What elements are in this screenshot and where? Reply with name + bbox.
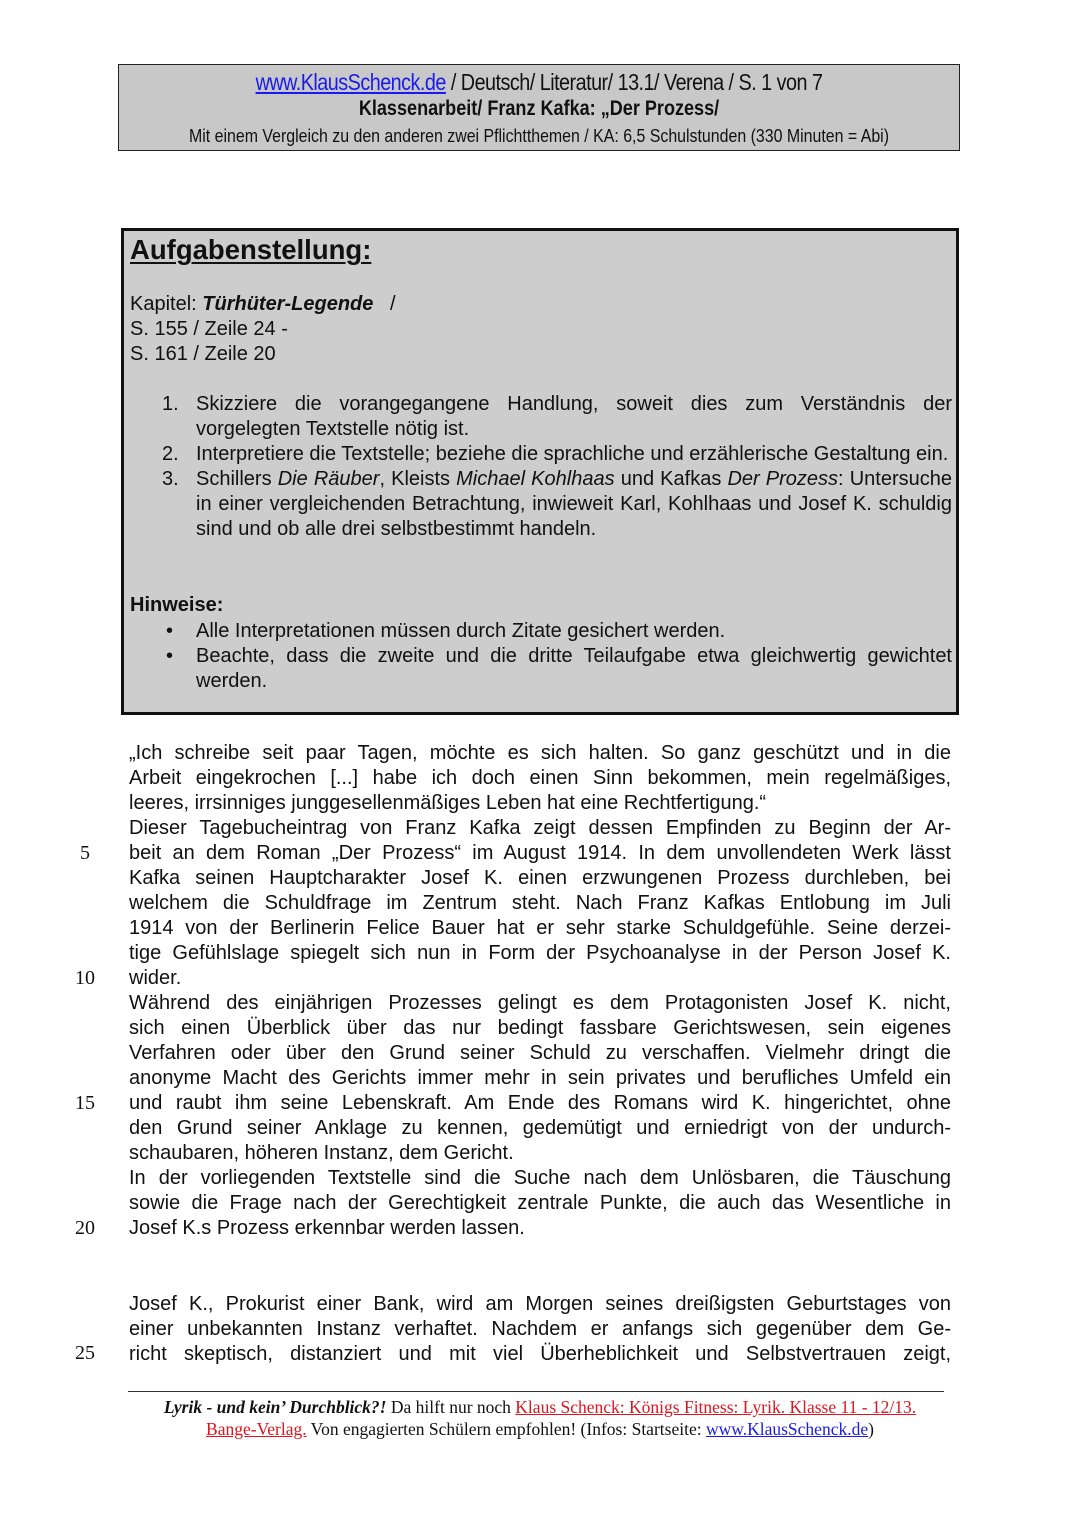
document-subtitle: Mit einem Vergleich zu den anderen zwei Pflichtthemen / KA: 6,5 Schulstunden (330 Minuten = Abi) [188,125,890,146]
line-number: 10 [75,967,95,989]
work-title-kohlhaas: Michael Kohlhaas [456,468,615,490]
task-chapter-info [130,292,396,367]
text-line: Kafka seinen Hauptcharakter Josef K. einen erzwungenen Prozess durchleben, bei [129,867,951,889]
text-line: Während des einjährigen Prozesses gelingt es dem Protagonisten Josef K. nicht, [129,992,951,1014]
task-item-number: 2. [162,443,179,465]
hints-heading: Hinweise: [130,594,224,616]
chapter-separator: / [373,293,396,315]
text-line: Dieser Tagebucheintrag von Franz Kafka zeigt dessen Empfinden zu Beginn der Ar- [129,817,951,839]
work-title-prozess: Der Prozess [727,468,839,490]
text-line: und raubt ihm seine Lebenskraft. Am Ende des Romans wird K. hingerichtet, ohne [129,1092,951,1114]
text-line: leeres, irrsinniges junggesellenmäßiges Leben hat eine Rechtfertigung.“ [129,792,767,814]
text-line: Josef K.s Prozess erkennbar werden lassen. [129,1217,525,1239]
footer-divider [128,1391,944,1392]
hints-list [162,619,952,694]
chapter-name: Türhüter-Legende [202,293,374,315]
line-number: 20 [75,1217,95,1239]
text-line: sich einen Überblick über das nur bedingt fassbare Gerichtswesen, sein eigenes [129,1017,951,1039]
text-line: tige Gefühlslage spiegelt sich nun in Form der Psychoanalyse in der Person Josef K. [129,942,951,964]
task-item-text: Schillers Die Räuber, Kleists Michael Kohlhaas und Kafkas Der Prozess: Untersuche in einer vergleichenden Betrachtung, inwieweit Karl, Kohlhaas und Josef K. schuldig sind und ob alle drei selbstbestimmt handeln. [196,468,952,540]
essay-summary [129,1292,951,1367]
line-number: 5 [80,842,90,864]
task-item-number: 3. [162,468,179,490]
footer-promo: Lyrik - und kein’ Durchblick?! [163,1397,387,1417]
book-link[interactable]: Klaus Schenck: Königs Fitness: Lyrik. Klasse 11 - 12/13. [515,1397,917,1417]
hint-text: Beachte, dass die zweite und die dritte Teilaufgabe etwa gleichwertig gewichtet werden. [196,645,952,692]
work-title-raeuber: Die Räuber [277,468,380,490]
task-item [162,392,952,442]
line-number: 15 [75,1092,95,1114]
task-item-text: Skizziere die vorangegangene Handlung, soweit dies zum Verständnis der vorgelegten Textstelle nötig ist. [196,393,952,440]
task-heading: Aufgabenstellung: [130,234,372,265]
essay-intro [129,741,951,1241]
document-title: Klassenarbeit/ Franz Kafka: „Der Prozess/ [358,97,720,120]
text-line: Josef K., Prokurist einer Bank, wird am Morgen seines dreißigsten Geburtstages von [129,1293,951,1315]
line-number: 25 [75,1342,95,1364]
task-item [162,467,952,542]
footer-site-link[interactable]: www.KlausSchenck.de [705,1419,869,1439]
breadcrumb: / Deutsch/ Literatur/ 13.1/ Verena / S. 1 von 7 [445,69,823,95]
hint-item [162,644,952,694]
page-footer: Lyrik - und kein’ Durchblick?! Da hilft nur noch Klaus Schenck: Königs Fitness: Lyrik. Klasse 11 - 12/13. Bange-Verlag. Von engagierten Schülern empfohlen! (Infos: Startseite: www.KlausSchenck.de) [163,1397,917,1439]
task-item-text: Interpretiere die Textstelle; beziehe die sprachliche und erzählerische Gestaltung ein. [196,443,949,465]
text-line: schaubaren, höheren Instanz, dem Gericht. [129,1142,514,1164]
text-line: Verfahren oder über den Grund seiner Schuld zu verschaffen. Vielmehr dringt die [129,1042,951,1064]
range-start: S. 155 / Zeile 24 - [130,318,288,340]
task-box [121,228,959,715]
chapter-label: Kapitel: [130,293,203,315]
text-line: den Grund seiner Anklage zu kennen, gedemütigt und erniedrigt von der undurch- [129,1117,951,1139]
bullet-icon: • [166,620,174,642]
hint-item [162,619,952,644]
site-link[interactable]: www.KlausSchenck.de [255,69,446,95]
text-line: sowie die Frage nach der Gerechtigkeit zentrale Punkte, die auch das Wesentliche in [129,1192,951,1214]
text-line: richt skeptisch, distanziert und mit viel Überheblichkeit und Selbstvertrauen zeigt, [129,1343,951,1365]
range-end: S. 161 / Zeile 20 [130,343,276,365]
header-breadcrumb-line [178,69,900,96]
task-item [162,442,952,467]
text-line: einer unbekannten Instanz verhaftet. Nachdem er anfangs sich gegenüber dem Ge- [129,1318,951,1340]
task-item-number: 1. [162,393,179,415]
text-line: anonyme Macht des Gerichts immer mehr in sein privates und berufliches Umfeld ein [129,1067,951,1089]
text-line: wider. [129,967,182,989]
publisher-link[interactable]: Bange-Verlag. [206,1419,307,1439]
text-line: Arbeit eingekrochen [...] habe ich doch einen Sinn bekommen, mein regelmäßiges, [129,767,951,789]
task-list [162,392,952,542]
bullet-icon: • [166,645,174,667]
text-line: welchem die Schuldfrage im Zentrum steht. Nach Franz Kafkas Entlobung im Juli [129,892,951,914]
page-header [118,64,960,151]
chapter-line [130,292,396,317]
text-line: In der vorliegenden Textstelle sind die Suche nach dem Unlösbaren, die Täuschung [129,1167,951,1189]
hint-text: Alle Interpretationen müssen durch Zitate gesichert werden. [196,620,726,642]
text-line: „Ich schreibe seit paar Tagen, möchte es sich halten. So ganz geschützt und in die [129,742,951,764]
text-line: 1914 von der Berlinerin Felice Bauer hat er sehr starke Schuldgefühle. Seine derzei- [129,917,951,939]
text-line: beit an dem Roman „Der Prozess“ im August 1914. In dem unvollendeten Werk lässt [129,842,951,864]
